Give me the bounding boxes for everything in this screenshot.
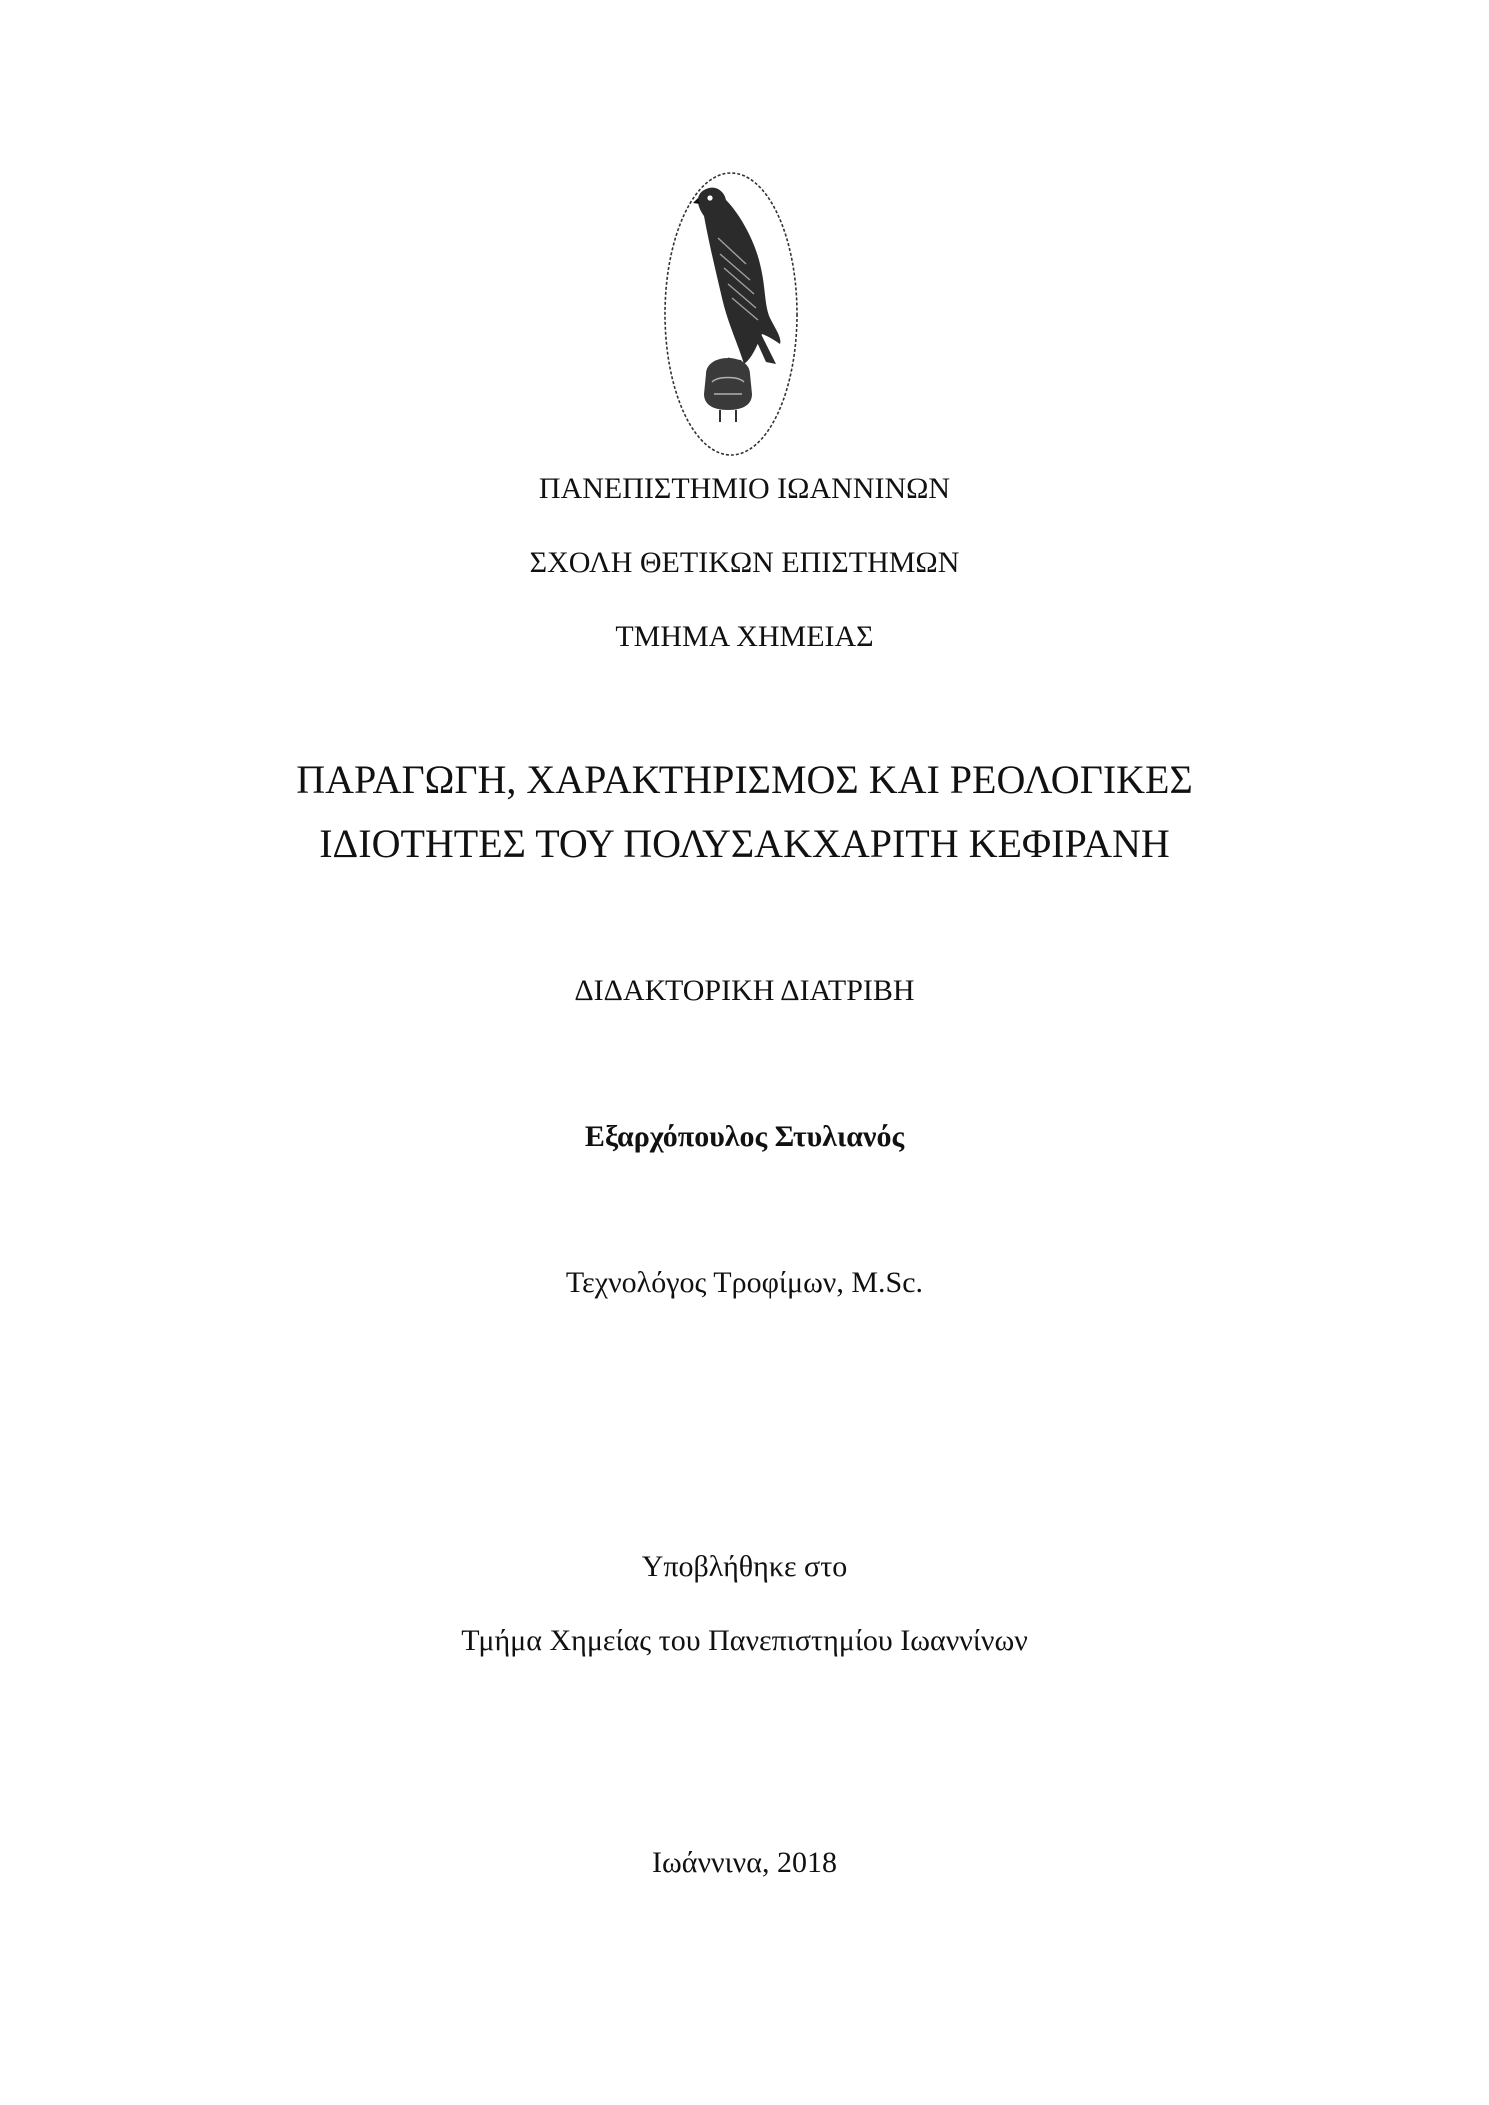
thesis-type: ΔΙΔΑΚΤΟΡΙΚΗ ΔΙΑΤΡΙΒΗ <box>574 974 915 1007</box>
university-name: ΠΑΝΕΠΙΣΤΗΜΙΟ ΙΩΑΝΝΙΝΩΝ <box>538 472 951 505</box>
author-name: Εξαρχόπουλος Στυλιανός <box>584 1120 905 1153</box>
school-name: ΣΧΟΛΗ ΘΕΤΙΚΩΝ ΕΠΙΣΤΗΜΩΝ <box>529 546 960 579</box>
department-name: ΤΜΗΜΑ ΧΗΜΕΙΑΣ <box>615 620 874 653</box>
author-degree: Τεχνολόγος Τροφίμων, M.Sc. <box>565 1266 924 1299</box>
thesis-title-line-1: ΠΑΡΑΓΩΓΗ, ΧΑΡΑΚΤΗΡΙΣΜΟΣ ΚΑΙ ΡΕΟΛΟΓΙΚΕΣ <box>296 757 1193 802</box>
thesis-title-line-2: ΙΔΙΟΤΗΤΕΣ ΤΟΥ ΠΟΛΥΣΑΚΧΑΡΙΤΗ ΚΕΦΙΡΑΝΗ <box>319 821 1170 866</box>
submission-line-2: Τμήμα Χημείας του Πανεπιστημίου Ιωαννίνων <box>461 1624 1028 1657</box>
place-and-date: Ιωάννινα, 2018 <box>652 1846 837 1879</box>
submission-line-1: Υποβλήθηκε στο <box>641 1550 848 1583</box>
owl-seal-icon <box>660 168 802 460</box>
